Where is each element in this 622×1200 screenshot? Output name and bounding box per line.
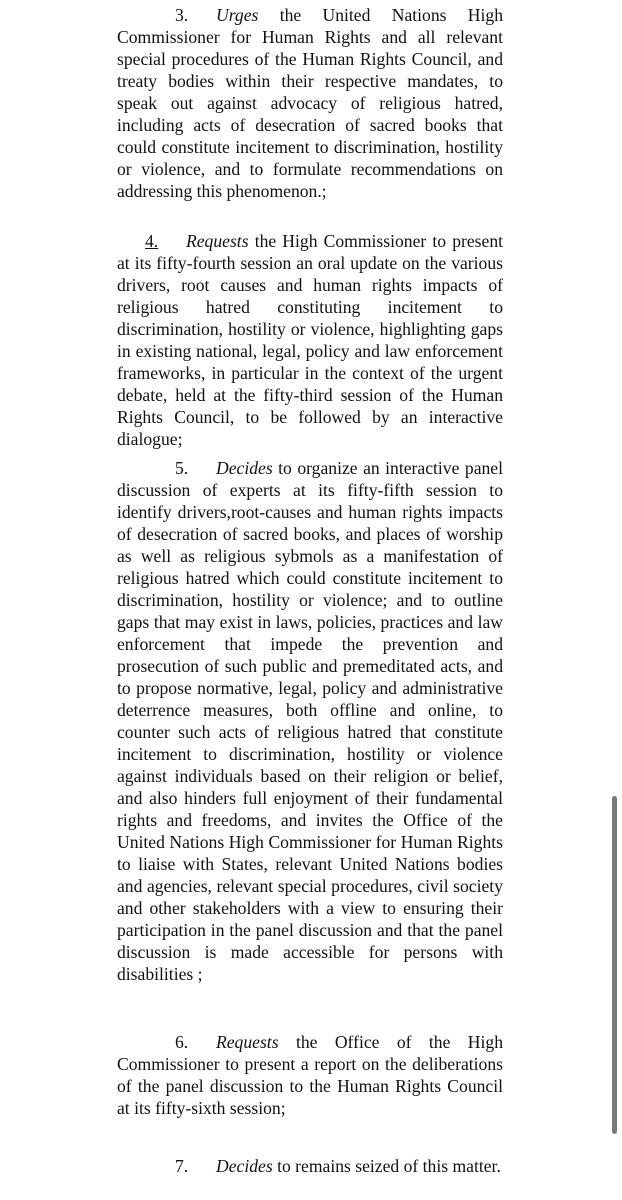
paragraph-number: 5. — [175, 458, 189, 478]
operative-verb: Urges — [216, 5, 259, 25]
paragraph-text: the Office of the High Commissioner to present a report on the deliberations of the panel discussion to the Human Rights Council at its fifty-sixth session; — [117, 1032, 503, 1118]
paragraph-number: 7. — [175, 1156, 189, 1176]
paragraph-6 — [117, 1031, 503, 1119]
operative-verb: Requests — [216, 1032, 279, 1052]
paragraph-3 — [117, 4, 503, 202]
paragraph-text: the High Commissioner to present at its fifty-fourth session an oral update on the various drivers, root causes and human rights impacts of religious hatred constituting incitement to discrimination, hostility or violence, highlighting gaps in existing national, legal, policy and law enforcement frameworks, in particular in the context of the urgent debate, held at the fifty-third session of the Human Rights Council, to be followed by an interactive dialogue; — [117, 231, 503, 449]
operative-verb: Requests — [186, 231, 249, 251]
paragraph-number: 4. — [145, 231, 159, 251]
paragraph-7 — [117, 1155, 503, 1177]
paragraph-number: 3. — [175, 5, 189, 25]
operative-verb: Decides — [216, 458, 273, 478]
paragraph-text: to organize an interactive panel discussion of experts at its fifty-fifth session to identify drivers,root-causes and human rights impacts of desecration of sacred books, and places of worship as well as religious sybmols as a manifestation of religious hatred which could constitute incitement to discrimination, hostility or violence; and to outline gaps that may exist in laws, policies, practices and law enforcement that impede the prevention and prosecution of such public and premeditated acts, and to propose normative, legal, policy and administrative deterrence measures, both offline and online, to counter such acts of religious hatred that constitute incitement to discrimination, hostility or violence against individuals based on their religion or belief, and also hinders full enjoyment of their fundamental rights and freedoms, and invites the Office of the United Nations High Commissioner for Human Rights to liaise with States, relevant United Nations bodies and agencies, relevant special procedures, civil society and other stakeholders with a view to ensuring their participation in the panel discussion and that the panel discussion is made accessible for persons with disabilities ; — [117, 458, 503, 984]
paragraph-text: to remains seized of this matter. — [277, 1156, 501, 1176]
paragraph-text: the United Nations High Commissioner for Human Rights and all relevant special procedures of the Human Rights Council, and treaty bodies within their respective mandates, to speak out against advocacy of religious hatred, including acts of desecration of sacred books that could constitute incitement to discrimination, hostility or violence, and to formulate recommendations on addressing this phenomenon.; — [117, 5, 503, 201]
vertical-scrollbar[interactable] — [612, 796, 617, 1134]
operative-verb: Decides — [216, 1156, 273, 1176]
paragraph-number: 6. — [175, 1032, 189, 1052]
paragraph-4 — [117, 230, 503, 450]
paragraph-5 — [117, 457, 503, 985]
